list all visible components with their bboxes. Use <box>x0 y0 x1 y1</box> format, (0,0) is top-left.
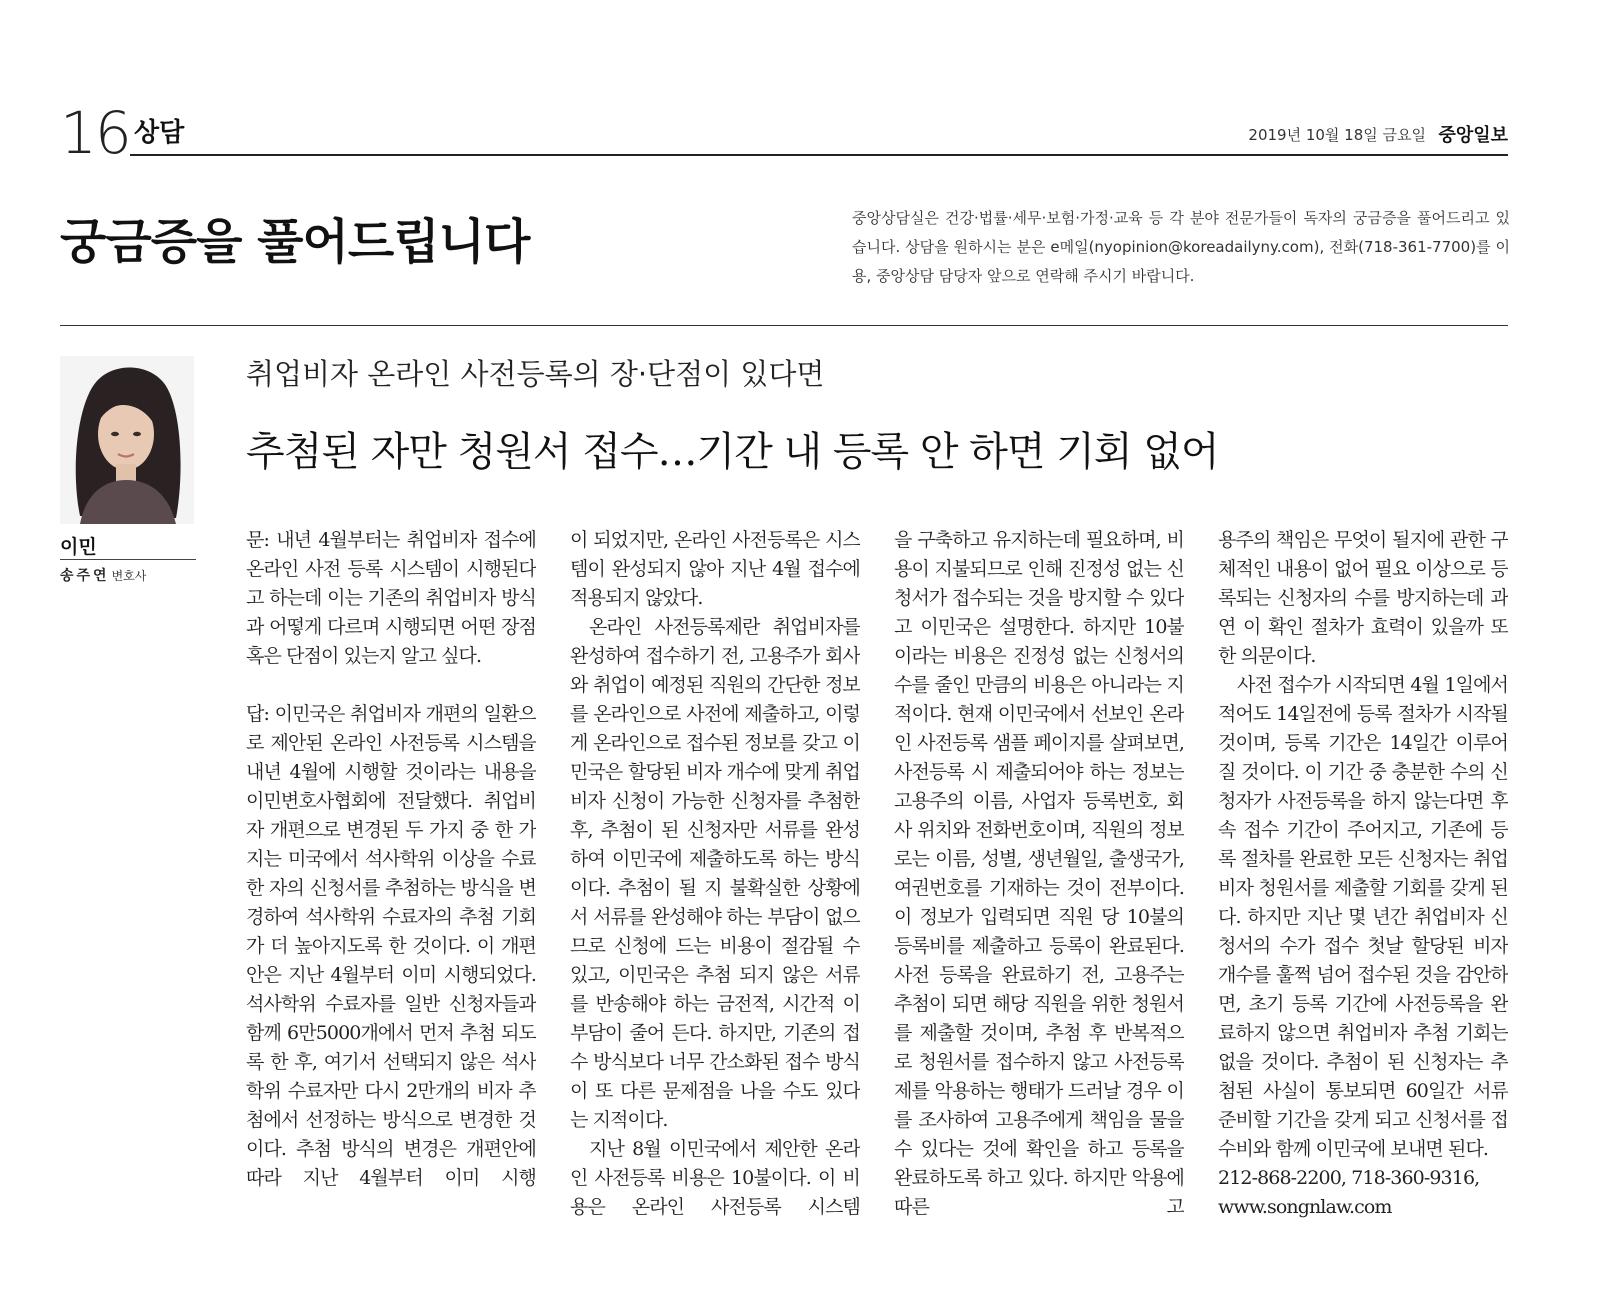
body-paragraph: 사전 접수가 시작되면 4월 1일에서 적어도 14일전에 등록 절차가 시작될 것이며, 등록 기간은 14일간 이루어 질 것이다. 이 기간 중 충분한 수의 신청자가 사전등록을 하지 않는다면 후속 접수 기간이 주어지고, 기존에 등록 절차를 완료한 모든 신청자는 취업비자 청원서를 제출할 기회를 갖게 된다. 하지만 지난 몇 년간 취업비자 신청서의 수가 접수 첫날 할당된 비자 개수를 훌쩍 넘어 접수된 것을 감안하면, 초기 등록 기간에 사전등록을 완료하지 않으면 취업비자 추첨 기회는 없을 것이다. 추첨이 된 신청자는 추첨된 사실이 통보되면 60일간 서류 준비할 기간을 갖게 되고 신청서를 접수비와 함께 이민국에 보내면 된다. <box>1218 674 1508 1160</box>
column-name: 이민 <box>60 536 97 558</box>
header-rule <box>130 154 1508 156</box>
body-paragraph: 지난 8월 이민국에서 제안한 온라인 사전등록 비용은 10불이다. 이 비용은 온라인 사전등록 시스템 <box>570 1138 860 1218</box>
article-column-1 <box>246 526 536 1256</box>
issue-date: 2019년 10월 18일 금요일 <box>1248 126 1426 144</box>
answer-paragraph: 답: 이민국은 취업비자 개편의 일환으로 제안된 온라인 사전등록 시스템을 내년 4월에 시행할 것이라는 내용을 이민변호사협회에 전달했다. 취업비자 개편으로 변경된 두 가지 중 한 가지는 미국에서 석사학위 이상을 수료한 자의 신청서를 추첨하는 방식을 변경하여 석사학위 수료자의 추첨 기회가 더 높아지도록 한 것이다. 이 개편안은 지난 4월부터 이미 시행되었다. 석사학위 수료자를 일반 신청자들과 함께 6만5000개에서 먼저 추첨 되도록 한 후, 여기서 선택되지 않은 석사학위 수료자만 다시 2만개의 비자 추첨에서 선정하는 방식으로 변경한 것이다. 추첨 방식의 변경은 개편안에 따라 지난 4월부터 이미 시행 <box>246 703 536 1189</box>
author-title: 변호사 <box>111 569 147 583</box>
body-paragraph: 이 되었지만, 온라인 사전등록은 시스템이 완성되지 않아 지난 4월 접수에 적용되지 않았다. <box>570 529 860 609</box>
portrait-illustration <box>60 356 194 524</box>
banner-description: 중앙상담실은 건강·법률·세무·보험·가정·교육 등 각 분야 전문가들이 독자의 궁금증을 풀어드리고 있습니다. 상담을 원하시는 분은 e메일(nyopinion@koreadailyny.com), 전화(718-361-7700)를 이용, 중앙상담 담당자 앞으로 연락해 주시기 바랍니다. <box>852 209 1510 285</box>
page-number: 16 <box>60 99 130 167</box>
author-name: 송주연 <box>60 568 110 584</box>
contact-phone: 212-868-2200, 718-360-9316, <box>1218 1167 1480 1189</box>
masthead-logo: 중앙일보 <box>1438 125 1508 146</box>
article-column-4 <box>1218 526 1508 1256</box>
banner-rule <box>60 325 1508 326</box>
question-paragraph: 문: 내년 4월부터는 취업비자 접수에 온라인 사전 등록 시스템이 시행된다고 하는데 이는 기존의 취업비자 방식과 어떻게 다르며 시행되면 어떤 장점 혹은 단점이 있는지 알고 싶다. <box>246 529 536 667</box>
article-column-2 <box>570 526 860 1256</box>
article-subhead: 취업비자 온라인 사전등록의 장·단점이 있다면 <box>246 357 825 391</box>
article-column-3 <box>894 526 1184 1256</box>
body-paragraph: 용주의 책임은 무엇이 될지에 관한 구체적인 내용이 없어 필요 이상으로 등록되는 신청자의 수를 방지하는데 과연 이 확인 절차가 효력이 있을까 또한 의문이다. <box>1218 529 1508 667</box>
section-label: 상담 <box>134 118 185 148</box>
banner-title: 궁금증을 풀어드립니다 <box>60 214 530 270</box>
author-byline <box>60 565 146 585</box>
contact-website: www.songnlaw.com <box>1218 1196 1392 1218</box>
author-rule <box>60 559 196 560</box>
author-photo <box>60 356 194 524</box>
article-headline: 추첨된 자만 청원서 접수…기간 내 등록 안 하면 기회 없어 <box>246 429 1219 475</box>
body-paragraph: 온라인 사전등록제란 취업비자를 완성하여 접수하기 전, 고용주가 회사와 취업이 예정된 직원의 간단한 정보를 온라인으로 사전에 제출하고, 이렇게 온라인으로 접수된 정보를 갖고 이민국은 할당된 비자 개수에 맞게 취업비자 신청이 가능한 신청자를 추첨한 후, 추첨이 된 신청자만 서류를 완성하여 이민국에 제출하도록 하는 방식이다. 추첨이 될 지 불확실한 상황에서 서류를 완성해야 하는 부담이 없으므로 신청에 드는 비용이 절감될 수 있고, 이민국은 추첨 되지 않은 서류를 반송해야 하는 금전적, 시간적 이 부담이 줄어 든다. 하지만, 기존의 접수 방식보다 너무 간소화된 접수 방식이 또 다른 문제점을 나을 수도 있다는 지적이다. <box>570 616 860 1131</box>
body-paragraph: 을 구축하고 유지하는데 필요하며, 비용이 지불되므로 인해 진정성 없는 신청서가 접수되는 것을 방지할 수 있다고 이민국은 설명한다. 하지만 10불이라는 비용은 진정성 없는 신청서의 수를 줄인 만큼의 비용은 아니라는 지적이다. 현재 이민국에서 선보인 온라인 사전등록 샘플 페이지를 살펴보면, 사전등록 시 제출되어야 하는 정보는 고용주의 이름, 사업자 등록번호, 회사 위치와 전화번호이며, 직원의 정보로는 이름, 성별, 생년월일, 출생국가, 여권번호를 기재하는 것이 전부이다. 이 정보가 입력되면 직원 당 10불의 등록비를 제출하고 등록이 완료된다. 사전 등록을 완료하기 전, 고용주는 추첨이 되면 해당 직원을 위한 청원서를 제출할 것이며, 추첨 후 반복적으로 청원서를 접수하지 않고 사전등록제를 악용하는 행태가 드러날 경우 이를 조사하여 고용주에게 책임을 물을 수 있다는 것에 확인을 하고 등록을 완료하도록 하고 있다. 하지만 악용에 따른 고 <box>894 529 1184 1218</box>
